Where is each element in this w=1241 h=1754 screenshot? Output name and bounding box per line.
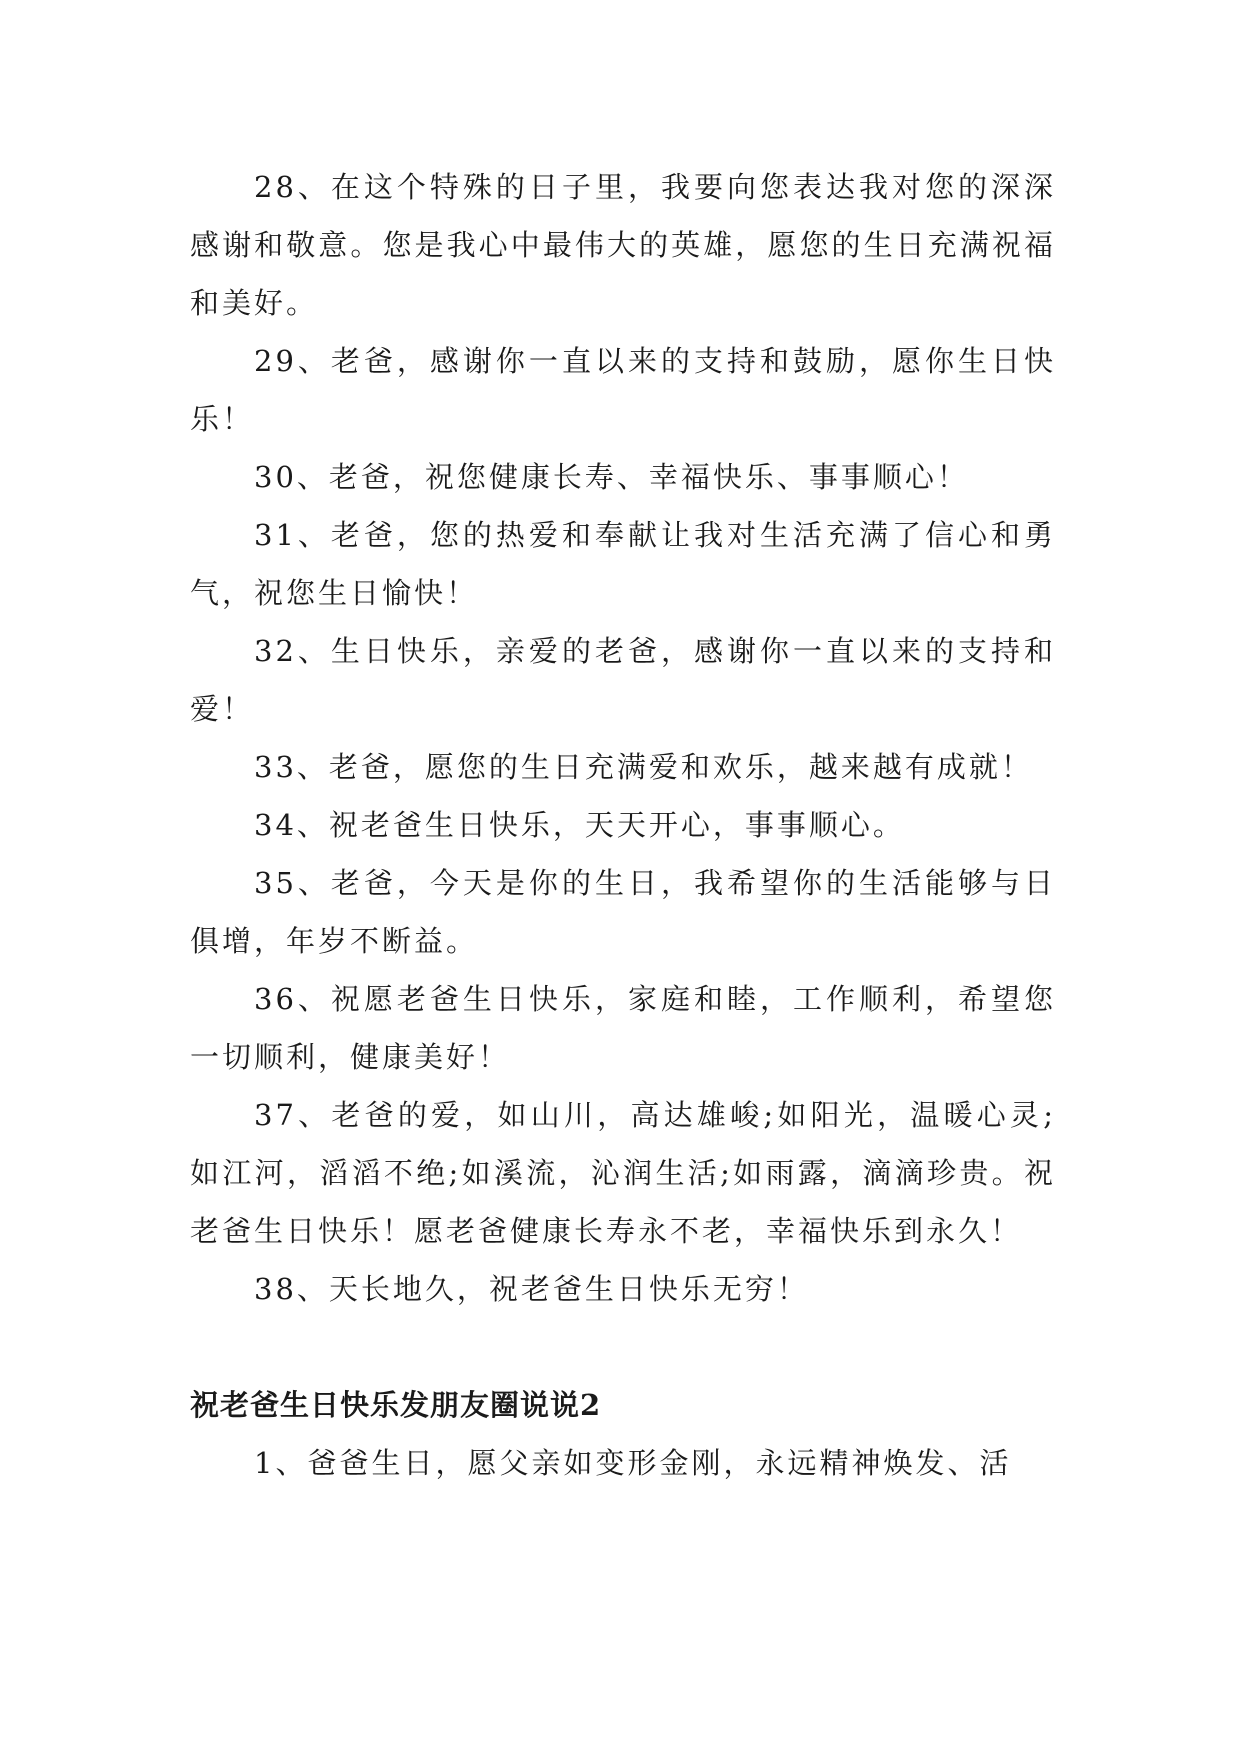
paragraph-34: 34、祝老爸生日快乐，天天开心，事事顺心。: [254, 808, 905, 842]
paragraph-31: 31、老爸，您的热爱和奉献让我对生活充满了信心和勇气，祝您生日愉快！: [190, 518, 1056, 610]
section-title: 祝老爸生日快乐发朋友圈说说2: [190, 1388, 602, 1422]
paragraph-37: 37、老爸的爱，如山川，高达雄峻;如阳光，温暖心灵;如江河，滔滔不绝;如溪流，沁润生活;如雨露，滴滴珍贵。祝老爸生日快乐！愿老爸健康长寿永不老，幸福快乐到永久！: [190, 1098, 1056, 1248]
paragraph-38: 38、天长地久，祝老爸生日快乐无穷！: [254, 1272, 809, 1306]
paragraph-28: 28、在这个特殊的日子里，我要向您表达我对您的深深感谢和敬意。您是我心中最伟大的英雄，愿您的生日充满祝福和美好。: [190, 170, 1056, 320]
paragraph-1: 1、爸爸生日，愿父亲如变形金刚，永远精神焕发、活: [254, 1446, 1012, 1480]
paragraph-30: 30、老爸，祝您健康长寿、幸福快乐、事事顺心！: [254, 460, 969, 494]
document-body: [190, 158, 1056, 1492]
paragraph-33: 33、老爸，愿您的生日充满爱和欢乐，越来越有成就！: [254, 750, 1033, 784]
paragraph-35: 35、老爸，今天是你的生日，我希望你的生活能够与日俱增，年岁不断益。: [190, 866, 1056, 958]
paragraph-32: 32、生日快乐，亲爱的老爸，感谢你一直以来的支持和爱！: [190, 634, 1056, 726]
paragraph-29: 29、老爸，感谢你一直以来的支持和鼓励，愿你生日快乐！: [190, 344, 1056, 436]
paragraph-36: 36、祝愿老爸生日快乐，家庭和睦，工作顺利，希望您一切顺利，健康美好！: [190, 982, 1056, 1074]
